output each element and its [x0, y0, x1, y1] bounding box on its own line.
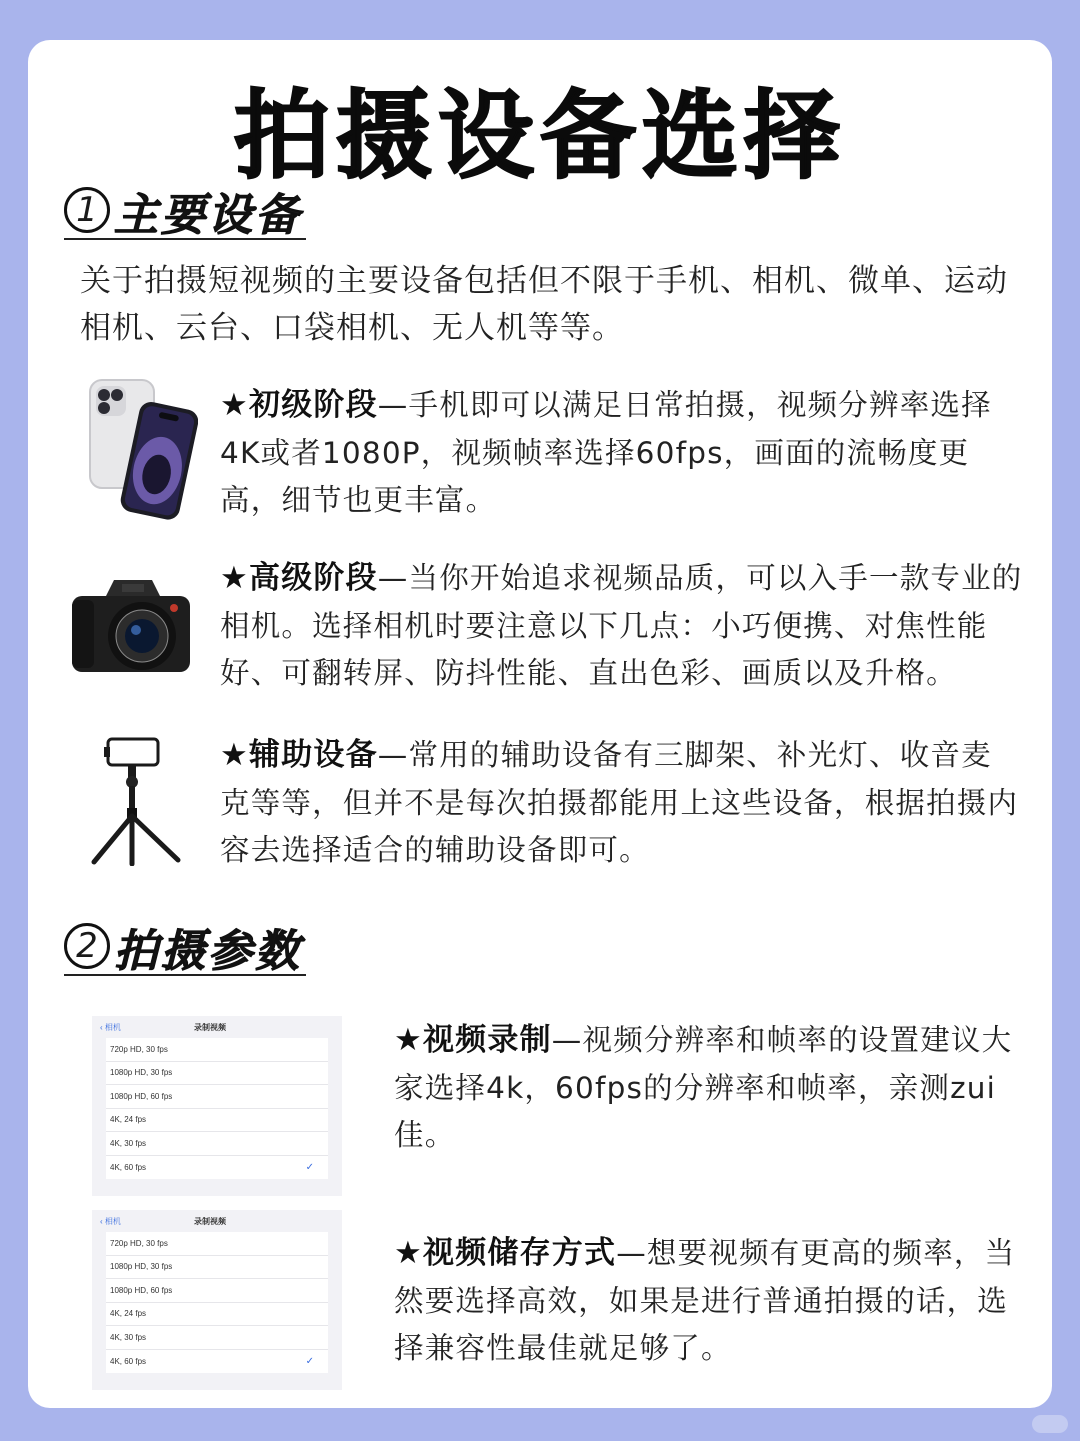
page-title: 拍摄设备选择: [234, 80, 846, 192]
highlight-ring: [92, 1154, 342, 1184]
list-item: 1080p HD, 60 fps: [106, 1085, 328, 1109]
list-item-selected: 4K, 60 fps ✓: [110, 1355, 314, 1367]
tripod-icon: [88, 736, 184, 866]
list-item: 720p HD, 30 fps: [106, 1232, 328, 1256]
list-item: 4K, 24 fps: [106, 1109, 328, 1133]
item-auxiliary: [220, 732, 1020, 875]
item-video-storage: [394, 1230, 1019, 1373]
item-body: —视频分辨率和帧率的设置建议大家选择4k，60fps的分辨率和帧率，亲测zui佳。: [394, 1023, 1013, 1152]
item-video-recording: [394, 1017, 1014, 1160]
list-item: 1080p HD, 30 fps: [106, 1256, 328, 1280]
camera-icon: [70, 574, 192, 676]
screenshot-title: 录制视频: [194, 1216, 226, 1226]
item-lead: ★辅助设备: [220, 737, 378, 773]
section-label: 主要设备: [114, 190, 302, 241]
content-card: [28, 40, 1052, 1408]
item-lead: ★初级阶段: [220, 387, 378, 423]
item-body: —手机即可以满足日常拍摄，视频分辨率选择4K或者1080P，视频帧率选择60fps，画面的流畅度更高，细节也更丰富。: [220, 388, 992, 517]
item-advanced: [220, 555, 1030, 698]
item-lead: ★高级阶段: [220, 560, 378, 596]
highlight-ring: [92, 1348, 342, 1378]
checkmark-icon: ✓: [305, 1355, 314, 1367]
list-item: 1080p HD, 30 fps: [106, 1062, 328, 1086]
item-body: —当你开始追求视频品质，可以入手一款专业的相机。选择相机时要注意以下几点：小巧便携、对焦性能好、可翻转屏、防抖性能、直出色彩、画质以及升格。: [220, 561, 1023, 690]
item-body: —想要视频有更高的频率，当然要选择高效，如果是进行普通拍摄的话，选择兼容性最佳就足够了。: [394, 1236, 1016, 1365]
list-item: 1080p HD, 60 fps: [106, 1279, 328, 1303]
item-beginner: [220, 382, 1010, 525]
section-number: 1: [64, 187, 110, 233]
item-lead: ★视频录制: [394, 1022, 552, 1058]
section-label: 拍摄参数: [114, 926, 302, 977]
intro-paragraph: 关于拍摄短视频的主要设备包括但不限于手机、相机、微单、运动相机、云台、口袋相机、无人机等等。: [80, 263, 1008, 346]
list-item-selected: 4K, 60 fps ✓: [110, 1161, 314, 1173]
list-item: 4K, 30 fps: [106, 1326, 328, 1350]
screenshot-title: 录制视频: [194, 1022, 226, 1032]
list-item: 4K, 24 fps: [106, 1303, 328, 1327]
section-header-shooting-params: [64, 920, 306, 976]
checkmark-icon: ✓: [305, 1161, 314, 1173]
item-body: —常用的辅助设备有三脚架、补光灯、收音麦克等等，但并不是每次拍摄都能用上这些设备，根据拍摄内容去选择适合的辅助设备即可。: [220, 738, 1019, 867]
watermark-badge: [1032, 1415, 1068, 1433]
smartphone-icon: [86, 378, 198, 524]
item-lead: ★视频储存方式: [394, 1235, 617, 1271]
back-link: ‹ 相机: [100, 1022, 121, 1032]
section-header-main-equipment: [64, 184, 306, 240]
section-number: 2: [64, 923, 110, 969]
list-item: 720p HD, 30 fps: [106, 1038, 328, 1062]
list-item: 4K, 30 fps: [106, 1132, 328, 1156]
back-link: ‹ 相机: [100, 1216, 121, 1226]
